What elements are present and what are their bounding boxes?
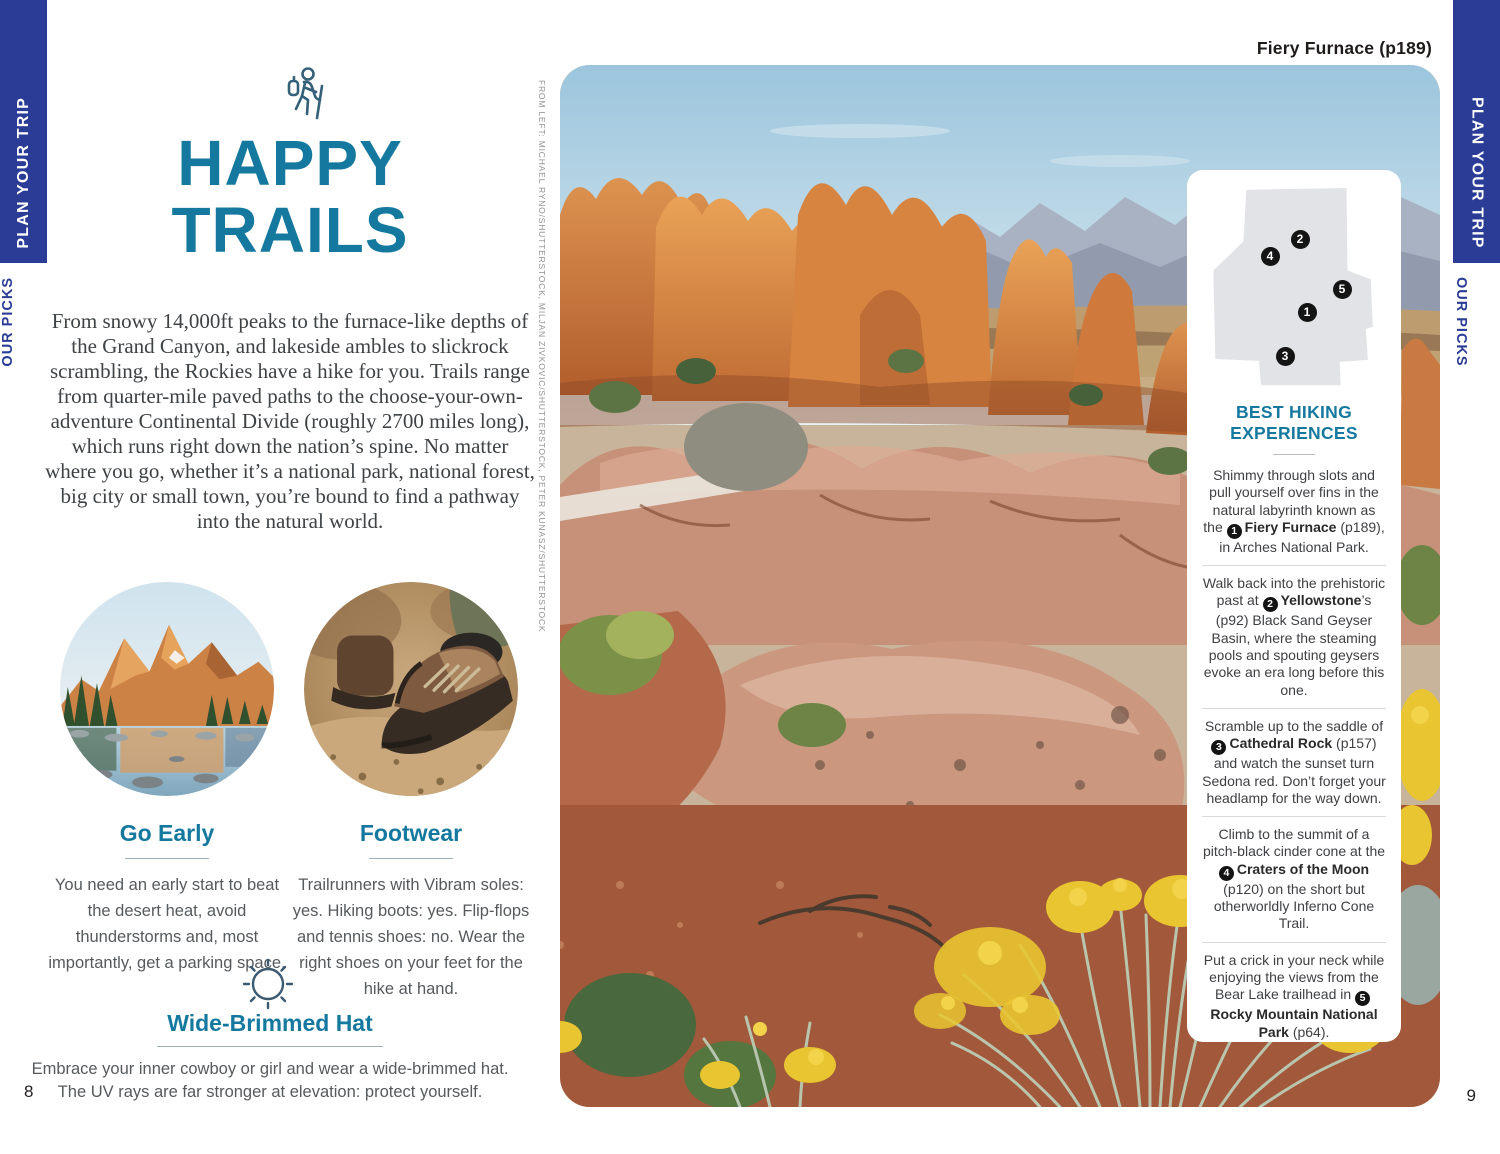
card-item-craters-of-the-moon: Climb to the summit of a pitch-black cinder cone at the 4 Craters of the Moon (p120) on the short but otherworldly Inferno Cone Trail. (1202, 816, 1386, 941)
plan-your-trip-label: PLAN YOUR TRIP (1468, 97, 1486, 249)
card-title-line1: BEST HIKING (1235, 402, 1353, 422)
page-title (40, 127, 540, 266)
region-map-shape (1208, 186, 1380, 392)
tip-heading: Go Early (119, 820, 215, 846)
page-title-line1: HAPPY (177, 127, 403, 199)
sun-icon (240, 956, 296, 1012)
card-item-cathedral-rock: Scramble up to the saddle of 3 Cathedral Rock (p157) and watch the sunset turn Sedona red. Don’t forget your headlamp for the way down. (1202, 708, 1386, 816)
card-title-line2: EXPERIENCES (1230, 422, 1358, 443)
card-title (1202, 402, 1386, 443)
photo-caption: Fiery Furnace (p189) (1256, 38, 1432, 58)
plan-your-trip-label: PLAN YOUR TRIP (14, 97, 32, 249)
region-map (1208, 186, 1380, 392)
map-marker-5: 5 (1333, 280, 1352, 299)
right-rail-our-picks (1453, 272, 1500, 372)
tip-body: Embrace your inner cowboy or girl and wear a wide-brimmed hat. The UV rays are far stronger at elevation: protect yourself. (31, 1060, 509, 1101)
hiking-boots-photo (304, 582, 518, 796)
tip-body: You need an early start to beat the desert heat, avoid thunderstorms and, most importantly, get a parking space. (48, 876, 286, 972)
numbered-badge: 4 (1219, 866, 1234, 881)
best-hiking-card (1187, 170, 1401, 1042)
heading-rule (125, 858, 209, 859)
mountain-lake-photo (60, 582, 274, 796)
card-item-rocky-mountain: Put a crick in your neck while enjoying the views from the Bear Lake trailhead in 5Rocky Mountain National Park (p64). (1202, 942, 1386, 1050)
right-rail-plan-your-trip (1453, 0, 1500, 263)
photo-credit: FROM LEFT: MICHAEL RYNO/SHUTTERSTOCK, MILJAN ZIVKOVIC/SHUTTERSTOCK, PETER KUNASZ/SHUTTERSTOCK (537, 80, 547, 633)
tip-wide-brimmed-hat (30, 1010, 510, 1104)
heading-rule (157, 1046, 383, 1047)
tip-go-early (48, 582, 286, 976)
map-marker-3: 3 (1276, 347, 1295, 366)
numbered-badge: 2 (1263, 597, 1278, 612)
card-title-rule (1273, 454, 1315, 455)
tip-body: Trailrunners with Vibram soles: yes. Hiking boots: yes. Flip-flops and tennis shoes: no. Wear the right shoes on your feet for the hike at hand. (292, 876, 530, 998)
heading-rule (369, 858, 453, 859)
left-rail-our-picks (0, 272, 47, 372)
page-number-left: 8 (24, 1082, 34, 1101)
tip-heading: Wide-Brimmed Hat (167, 1010, 373, 1036)
page-number-right: 9 (1466, 1086, 1476, 1105)
map-marker-1: 1 (1298, 303, 1317, 322)
numbered-badge: 5 (1355, 991, 1370, 1006)
tip-heading: Footwear (359, 820, 463, 846)
page-title-line2: TRAILS (171, 194, 409, 266)
card-item-yellowstone: Walk back into the prehistoric past at 2 Yellowstone’s (p92) Black Sand Geyser Basin, where the steaming pools and spouting geysers evoke an era long before this one. (1202, 565, 1386, 708)
intro-paragraph: From snowy 14,000ft peaks to the furnace-like depths of the Grand Canyon, and lakeside ambles to slickrock scrambling, the Rockies have a hike for you. Trails range from quarter-mile paved paths to the choose-your-own-adventure Continental Divide (roughly 2700 miles long), which runs right down the nation’s spine. No matter where you go, whether it’s a national park, national forest, big city or small town, you’re bound to find a pathway into the natural world. (45, 309, 535, 533)
our-picks-label: OUR PICKS (0, 277, 16, 367)
our-picks-label: OUR PICKS (1453, 277, 1469, 367)
numbered-badge: 3 (1211, 740, 1226, 755)
map-marker-2: 2 (1291, 230, 1310, 249)
map-marker-4: 4 (1261, 247, 1280, 266)
card-item-fiery-furnace: Shimmy through slots and pull yourself over fins in the natural labyrinth known as the 1 Fiery Furnace (p189), in Arches National Park. (1203, 467, 1385, 555)
numbered-badge: 1 (1227, 524, 1242, 539)
tip-footwear (292, 582, 530, 1002)
hiker-icon (272, 64, 336, 128)
